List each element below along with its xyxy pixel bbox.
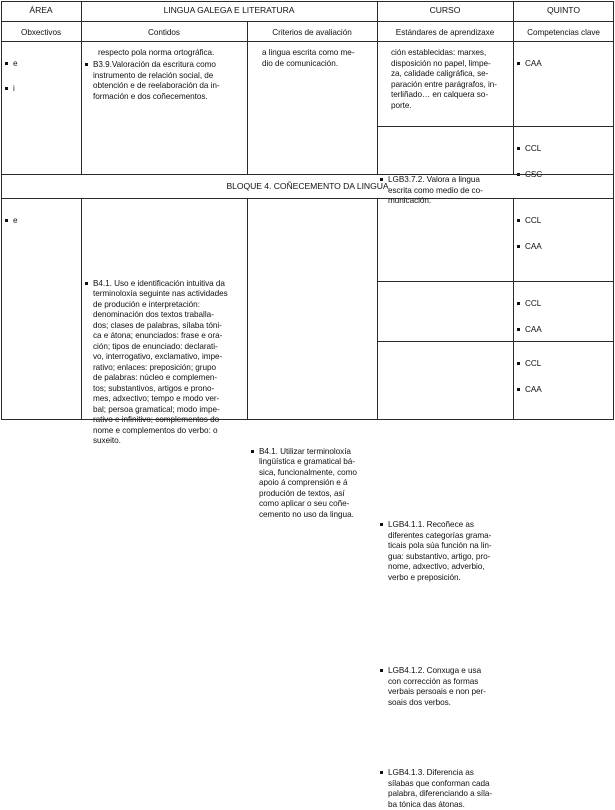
table-rule bbox=[613, 1, 614, 419]
column-header-standards: Estándares de aprendizaxe bbox=[395, 28, 495, 37]
table-rule bbox=[1, 1, 2, 419]
table-rule bbox=[247, 198, 248, 419]
column-header-objectives: Obxectivos bbox=[21, 28, 61, 37]
competence-badge: CCL bbox=[516, 216, 611, 227]
block3-standard-2: LGB3.7.2. Valora a lingua escrita como medio de co- municación. bbox=[379, 175, 519, 207]
objective-item: e bbox=[4, 216, 78, 227]
table-rule bbox=[377, 198, 378, 419]
table-rule bbox=[81, 198, 82, 419]
column-header-contents: Contidos bbox=[148, 28, 180, 37]
block3-content-item: B3.9.Valoración da escritura como instrumento de relación social, de obtención e de reelaboración da in- formación e dos coñecementos. bbox=[84, 60, 253, 102]
objective-item: e bbox=[4, 59, 78, 70]
table-rule bbox=[377, 126, 614, 127]
column-header-criteria: Criterios de avaliación bbox=[272, 28, 352, 37]
competence-badge: CAA bbox=[516, 325, 611, 336]
competence-badge: CCL bbox=[516, 299, 611, 310]
block3-criteria: a lingua escrita como me- dio de comunicación. bbox=[262, 48, 355, 68]
course-value: QUINTO bbox=[547, 5, 580, 15]
course-label: CURSO bbox=[429, 5, 461, 15]
block4-competences-1 bbox=[516, 205, 611, 268]
table-rule bbox=[1, 41, 614, 42]
competence-badge: CAA bbox=[516, 385, 611, 396]
block3-contents-intro: respecto pola norma ortográfica. bbox=[98, 48, 215, 57]
objective-item: i bbox=[4, 84, 78, 95]
competence-badge: CCL bbox=[516, 144, 611, 155]
table-rule bbox=[81, 1, 82, 174]
area-label: ÁREA bbox=[29, 5, 53, 15]
block4-competences-3 bbox=[516, 348, 611, 411]
competence-badge: CAA bbox=[516, 59, 611, 70]
block4-contents: B4.1. Uso e identificación intuitiva da terminoloxía seguinte nas actividades de produción e interpretación: denominación dos textos traballa- dos; clases de palabras, sílaba tóni- ca e átona; enunciados: frase e ora- ción; tipos de enunciado: declarati- vo, interrogativo, exclamativo, impe- rativo; enlaces: preposición; grupo de palabras: núcleo e complemen- tos; substantivos, artigos e prono- mes, adxectivo; tempo e modo ver- bal; persoa gramatical; modo impe- rativo e infinitivo; complementos do nome e complementos do verbo: o suxeito. bbox=[84, 279, 253, 447]
block4-standard-2: LGB4.1.2. Conxuga e usa con corrección as formas verbais persoais e non per- soais dos verbos. bbox=[379, 666, 519, 708]
competence-badge: CSC bbox=[516, 170, 611, 181]
table-rule bbox=[1, 1, 614, 2]
block4-objectives bbox=[4, 205, 78, 242]
table-rule bbox=[513, 1, 514, 174]
competence-badge: CCL bbox=[516, 359, 611, 370]
table-rule bbox=[513, 198, 514, 419]
table-rule bbox=[377, 1, 378, 174]
competence-badge: CAA bbox=[516, 242, 611, 253]
block3-objectives bbox=[4, 48, 78, 110]
block4-criteria: B4.1. Utilizar terminoloxía lingüística e gramatical bá- sica, funcionalmente, como apoio á comprensión e á produción de textos, así como aplicar o seu coñe- cemento no uso da lingua. bbox=[250, 447, 383, 521]
table-rule bbox=[1, 21, 614, 22]
table-rule bbox=[1, 174, 614, 175]
block4-standard-3: LGB4.1.3. Diferencia as sílabas que conforman cada palabra, diferenciando a síla- ba tónica das átonas. bbox=[379, 768, 519, 810]
block4-standard-1: LGB4.1.1. Recoñece as diferentes categorías grama- ticais pola súa función na lin- gua: substantivo, artigo, pro- nome, adxectivo, adverbio, verbo e preposición. bbox=[379, 520, 519, 583]
block3-standard-1: ción establecidas: marxes, disposición no papel, limpe- za, calidade caligráfica, se- paración entre parágrafos, in- terliñado… en calquera so- porte. bbox=[391, 48, 497, 110]
table-rule bbox=[247, 21, 248, 174]
table-rule bbox=[377, 281, 614, 282]
table-rule bbox=[1, 419, 614, 420]
table-rule bbox=[1, 198, 614, 199]
subject-title: LINGUA GALEGA E LITERATURA bbox=[163, 5, 295, 15]
block3-competences-1 bbox=[516, 48, 611, 85]
table-rule bbox=[377, 341, 614, 342]
block4-title: BLOQUE 4. COÑECEMENTO DA LINGUA bbox=[226, 181, 389, 191]
column-header-competences: Competencias clave bbox=[527, 28, 600, 37]
